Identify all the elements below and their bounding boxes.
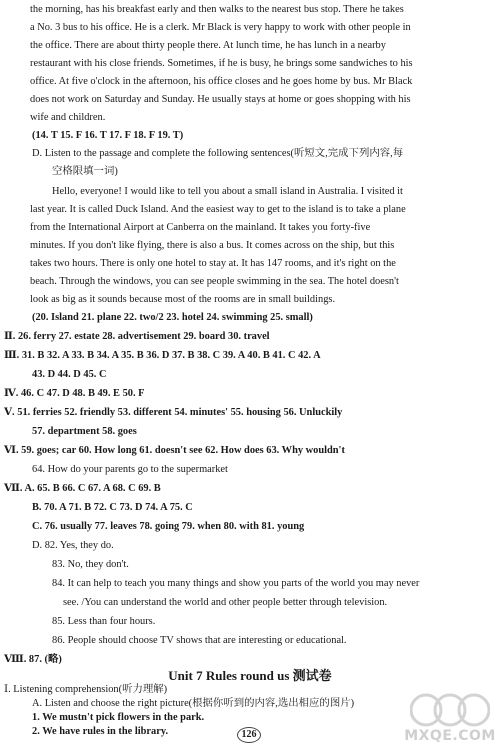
watermark	[400, 690, 496, 750]
answer-line: B. 70. A 71. B 72. C 73. D 74. A 75. C	[32, 502, 193, 513]
answer-line: Ⅱ. 26. ferry 27. estate 28. advertisement 29. board 30. travel	[4, 331, 270, 342]
answer-line: Ⅷ. 87. (略)	[4, 654, 62, 665]
answer-line: Ⅶ. A. 65. B 66. C 67. A 68. C 69. B	[4, 483, 161, 494]
watermark-logo-icon	[410, 690, 490, 728]
text-line: restaurant with his close friends. Sometimes, if he is busy, he brings some sandwiches to his	[30, 58, 413, 69]
watermark-text: MXQE.COM	[404, 728, 496, 744]
answer-line: C. 76. usually 77. leaves 78. going 79. when 80. with 81. young	[32, 521, 305, 532]
unit-heading: Unit 7 Rules round us 测试卷	[168, 668, 332, 683]
answer-line: see. /You can understand the world and other people better through television.	[63, 597, 388, 608]
answer-line: Ⅲ. 31. B 32. A 33. B 34. A 35. B 36. D 37. B 38. C 39. A 40. B 41. C 42. A	[4, 350, 321, 361]
section-instruction: D. Listen to the passage and complete the following sentences(听短文,完成下列内容,每	[32, 148, 404, 159]
text-line: last year. It is called Duck Island. And the easiest way to get to the island is to take a plane	[30, 204, 406, 215]
page-number: 126	[232, 726, 266, 744]
text-line: from the International Airport at Canberra on the mainland. It takes you forty-five	[30, 222, 371, 233]
answer-line: Ⅵ. 59. goes; car 60. How long 61. doesn't see 62. How does 63. Why wouldn't	[4, 445, 345, 456]
section-instruction: 空格限填一词)	[52, 166, 118, 177]
answer-line: (20. Island 21. plane 22. two/2 23. hotel 24. swimming 25. small)	[32, 312, 313, 323]
text-line: the morning, has his breakfast early and then walks to the nearest bus stop. There he takes	[30, 4, 404, 15]
text-line: takes two hours. There is only one hotel to stay at. It has 147 rooms, and it's right on the	[30, 258, 396, 269]
answer-line: 64. How do your parents go to the supermarket	[32, 464, 228, 475]
answer-line: 57. department 58. goes	[32, 426, 137, 437]
section-instruction: A. Listen and choose the right picture(根据你听到的内容,选出相应的图片)	[32, 698, 355, 709]
answer-line: 84. It can help to teach you many things and show you parts of the world you may never	[52, 578, 420, 589]
listening-item: 2. We have rules in the library.	[32, 726, 169, 737]
answer-line: Ⅴ. 51. ferries 52. friendly 53. different 54. minutes' 55. housing 56. Unluckily	[4, 407, 343, 418]
text-line: Hello, everyone! I would like to tell you about a small island in Australia. I visited it	[52, 186, 403, 197]
listening-item: 1. We mustn't pick flowers in the park.	[32, 712, 205, 723]
text-line: minutes. If you don't like flying, there is also a bus. It comes across on the ship, but this	[30, 240, 395, 251]
text-line: beach. Through the windows, you can see people swimming in the sea. The hotel doesn't	[30, 276, 399, 287]
answer-line: 43. D 44. D 45. C	[32, 369, 107, 380]
text-line: look as big as it sounds because most of the rooms are in small buildings.	[30, 294, 336, 305]
answer-line: D. 82. Yes, they do.	[32, 540, 114, 551]
text-line: the office. There are about thirty people there. At lunch time, he has lunch in a nearby	[30, 40, 386, 51]
text-line: a No. 3 bus to his office. He is a clerk. Mr Black is very happy to work with other people in	[30, 22, 411, 33]
text-line: office. At five o'clock in the afternoon, his office closes and he goes home by bus. Mr Black	[30, 76, 413, 87]
text-line: wife and children.	[30, 112, 106, 123]
text-line: does not work on Saturday and Sunday. He usually stays at home or goes shopping with his	[30, 94, 411, 105]
answer-line: 83. No, they don't.	[52, 559, 129, 570]
answer-line: Ⅳ. 46. C 47. D 48. B 49. E 50. F	[4, 388, 145, 399]
section-title: Ⅰ. Listening comprehension(听力理解)	[4, 684, 168, 695]
answer-line: (14. T 15. F 16. T 17. F 18. F 19. T)	[32, 130, 184, 141]
answer-line: 86. People should choose TV shows that are interesting or educational.	[52, 635, 347, 646]
answer-line: 85. Less than four hours.	[52, 616, 156, 627]
